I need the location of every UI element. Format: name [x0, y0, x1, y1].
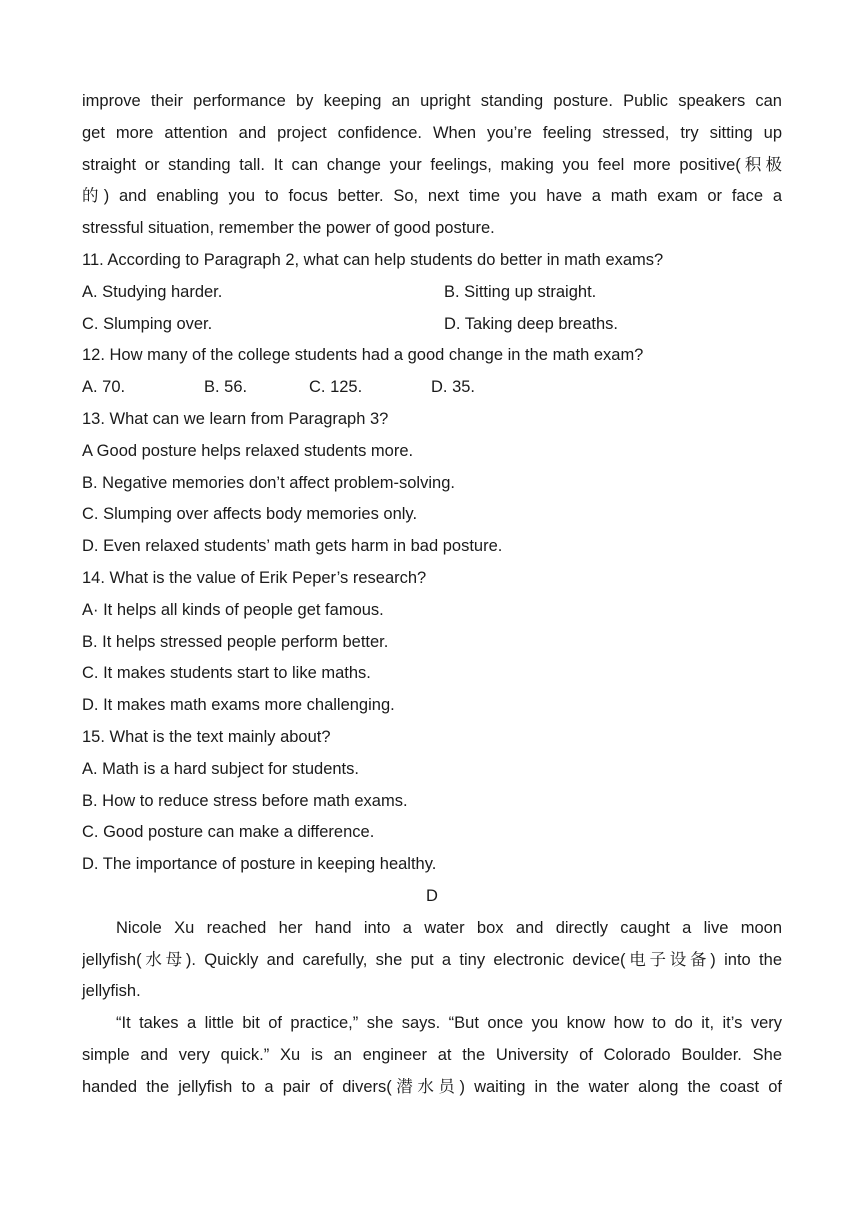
option-a: A. Studying harder. [82, 282, 223, 301]
passage-line: jellyfish. [82, 982, 141, 1001]
passage-line: get more attention and project confidence. When you’re feeling stressed, try sitting up [82, 123, 782, 142]
question-15 [82, 722, 782, 881]
option-c: C. It makes students start to like maths. [82, 664, 371, 683]
option-c: C. Good posture can make a difference. [82, 823, 375, 842]
option-a: A. Math is a hard subject for students. [82, 759, 359, 778]
passage-line: “It takes a little bit of practice,” she says. “But once you know how to do it, it’s very [116, 1014, 782, 1033]
question-13 [82, 404, 782, 563]
page-content [82, 86, 782, 1104]
option-d: D. It makes math exams more challenging. [82, 696, 395, 715]
option-a: A Good posture helps relaxed students more. [82, 441, 414, 460]
option-c: C. Slumping over. [82, 314, 213, 333]
option-d: D. 35. [431, 378, 476, 397]
passage-line: handed the jellyfish to a pair of divers(潜水员) waiting in the water along the coast of [82, 1077, 782, 1096]
option-a: A. 70. [82, 378, 126, 397]
option-b: B. Negative memories don’t affect problem-solving. [82, 473, 455, 492]
question-text: 12. How many of the college students had a good change in the math exam? [82, 346, 644, 365]
passage-line: stressful situation, remember the power of good posture. [82, 219, 495, 238]
section-d [82, 881, 782, 1104]
options-row [82, 277, 782, 309]
question-14 [82, 563, 782, 722]
option-c: C. Slumping over affects body memories only. [82, 505, 418, 524]
question-text: 14. What is the value of Erik Peper’s research? [82, 568, 427, 587]
option-d: D. The importance of posture in keeping healthy. [82, 855, 437, 874]
option-b: B. It helps stressed people perform better. [82, 632, 389, 651]
question-text: 13. What can we learn from Paragraph 3? [82, 409, 389, 428]
options-row [82, 309, 782, 341]
option-d: D. Taking deep breaths. [444, 314, 618, 333]
passage-line: improve their performance by keeping an upright standing posture. Public speakers can [82, 92, 782, 110]
option-d: D. Even relaxed students’ math gets harm in bad posture. [82, 537, 503, 556]
option-b: B. Sitting up straight. [444, 282, 597, 301]
option-c: C. 125. [309, 378, 363, 397]
passage-c-ending [82, 86, 782, 245]
question-text: 15. What is the text mainly about? [82, 727, 331, 746]
question-12 [82, 340, 782, 404]
question-text: 11. According to Paragraph 2, what can help students do better in math exams? [82, 250, 664, 269]
passage-line: Nicole Xu reached her hand into a water box and directly caught a live moon [116, 918, 782, 937]
passage-line: 的) and enabling you to focus better. So, next time you have a math exam or face a [82, 187, 782, 206]
passage-line: jellyfish(水母). Quickly and carefully, she put a tiny electronic device(电子设备) into the [82, 950, 782, 969]
passage-line: straight or standing tall. It can change your feelings, making you feel more positive(积极 [82, 155, 782, 174]
options-row [82, 372, 782, 404]
question-11 [82, 245, 782, 340]
section-heading: D [426, 886, 438, 905]
passage-line: simple and very quick.” Xu is an engineer at the University of Colorado Boulder. She [82, 1045, 782, 1064]
option-b: B. How to reduce stress before math exams. [82, 791, 408, 810]
option-a: A· It helps all kinds of people get famous. [82, 600, 384, 619]
option-b: B. 56. [204, 378, 248, 397]
